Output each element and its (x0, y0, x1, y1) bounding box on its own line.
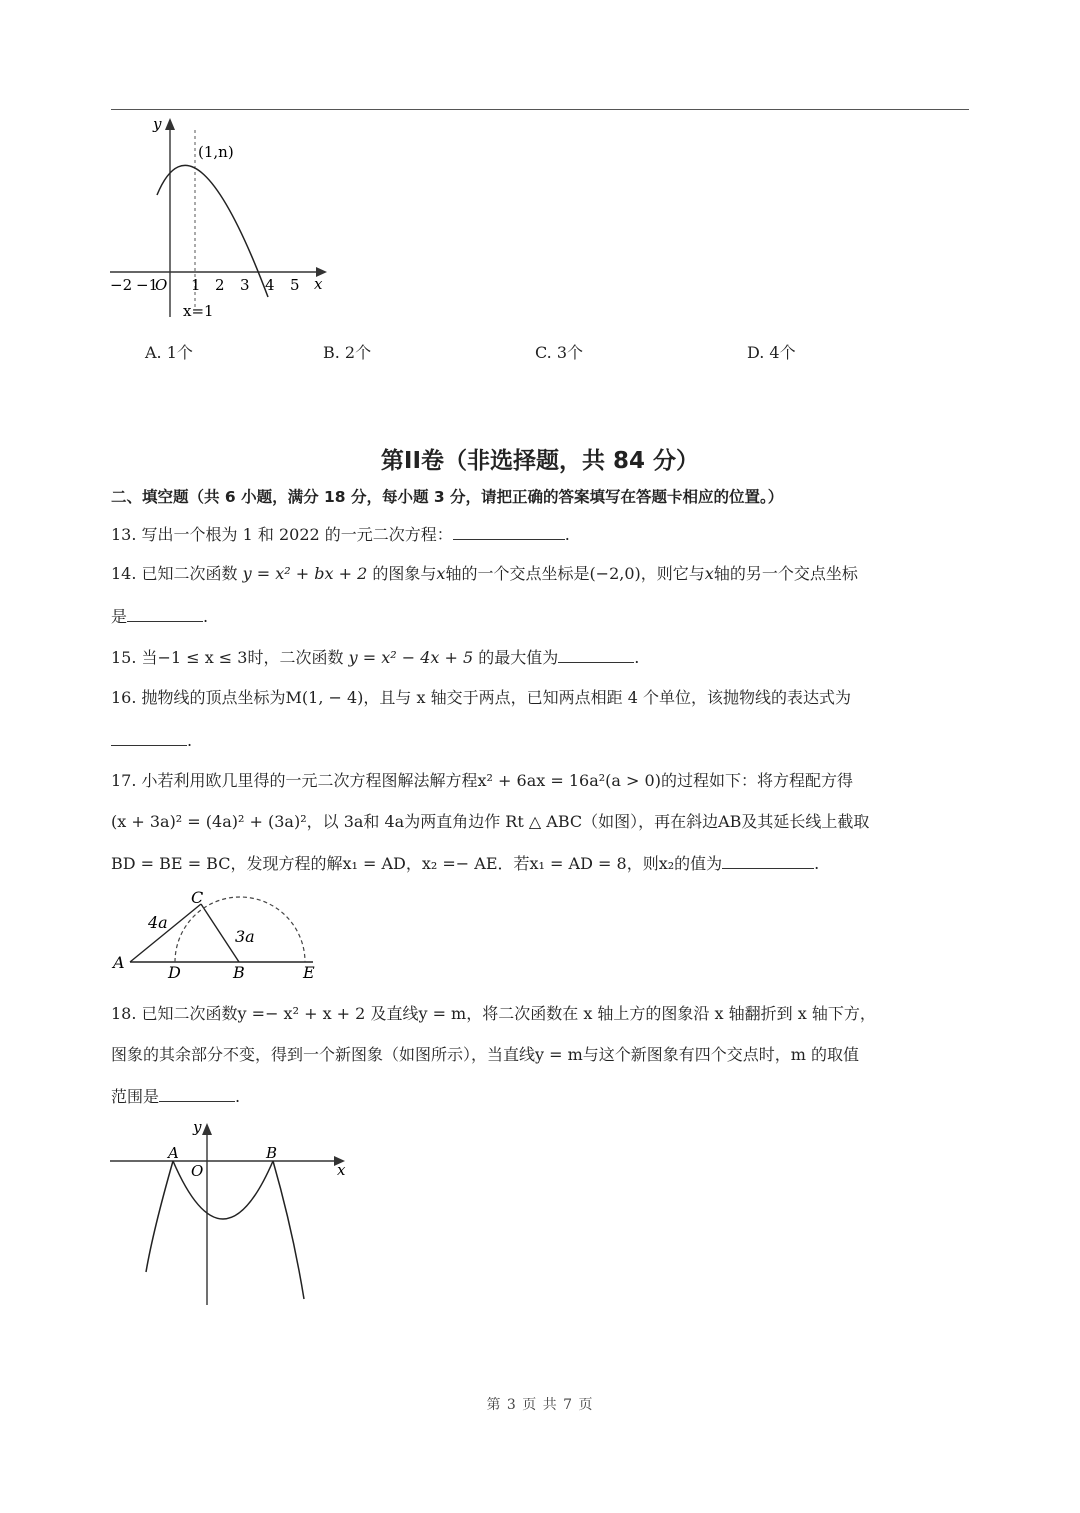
choice-b[interactable]: B. 2个 (323, 343, 372, 362)
tick-label: −2 (110, 276, 133, 294)
y-axis-label: y (153, 115, 162, 133)
point-e-label: E (303, 963, 315, 982)
point-a-label: A (113, 953, 125, 972)
period: . (235, 1087, 241, 1106)
question-18-line-3 (111, 1086, 240, 1107)
left-branch (146, 1161, 173, 1272)
answer-blank[interactable] (159, 1086, 235, 1102)
answer-blank[interactable] (722, 853, 814, 869)
question-15 (111, 647, 639, 668)
question-text: 轴的另一个交点坐标 (713, 564, 858, 583)
vertex-label: (1,n) (198, 143, 234, 161)
period: . (564, 525, 570, 544)
question-text: 13. 写出一个根为 1 和 2022 的一元二次方程： (111, 525, 453, 544)
y-axis-arrow-icon (165, 118, 175, 130)
question-text: 范围是 (111, 1087, 160, 1106)
function-expression: y = x² − 4x + 5 (348, 648, 474, 667)
question-14-line-2 (111, 606, 208, 627)
question-17-line-2: (x + 3a)² = (4a)² + (3a)²，以 3a和 4a为两直角边作 Rt △ ABC（如图），再在斜边AB及其延长线上截取 (111, 812, 870, 831)
point-b-label: B (266, 1144, 278, 1162)
y-axis-arrow-icon (202, 1123, 212, 1135)
period: . (634, 648, 640, 667)
question-18: 18. 已知二次函数y =− x² + x + 2 及直线y = m，将二次函数在 x 轴上方的图象沿 x 轴翻折到 x 轴下方， (111, 1004, 876, 1023)
origin-label: O (155, 276, 168, 294)
question-text: 轴的一个交点坐标是(−2,0)，则它与 (445, 564, 705, 583)
axis-line-label: x=1 (183, 302, 214, 320)
question-text: 的最大值为 (478, 648, 559, 667)
parabola-curve (157, 165, 268, 297)
period: . (187, 731, 193, 750)
side-cb (201, 904, 239, 962)
question-18-line-2: 图象的其余部分不变，得到一个新图象（如图所示），当直线y = m与这个新图象有四个交点时，m 的取值 (111, 1045, 860, 1064)
question-13 (111, 524, 570, 545)
question-text: BD = BE = BC，发现方程的解x₁ = AD，x₂ =− AE．若x₁ = AD = 8，则x₂的值为 (111, 854, 723, 873)
y-axis-label: y (193, 1118, 202, 1136)
folded-arc (173, 1161, 273, 1219)
variable: x (704, 564, 714, 583)
question-17: 17. 小若利用欧几里得的一元二次方程图解法解方程x² + 6ax = 16a²(a > 0)的过程如下：将方程配方得 (111, 771, 853, 790)
point-c-label: C (191, 888, 204, 907)
tick-label: 3 (240, 276, 250, 294)
x-axis-label: x (314, 275, 323, 293)
point-b-label: B (233, 963, 245, 982)
variable: x (436, 564, 446, 583)
right-branch (273, 1161, 304, 1299)
side-4a-label: 4a (148, 913, 168, 932)
point-d-label: D (168, 963, 181, 982)
page-footer: 第 3 页 共 7 页 (486, 1397, 594, 1413)
x-axis-label: x (337, 1161, 346, 1179)
question-text: 15. 当−1 ≤ x ≤ 3时，二次函数 (111, 648, 344, 667)
period: . (814, 854, 820, 873)
answer-blank[interactable] (558, 647, 634, 663)
origin-label: O (191, 1162, 204, 1180)
tick-label: −1 (136, 276, 159, 294)
section-title: 二、填空题（共 6 小题，满分 18 分，每小题 3 分，请把正确的答案填写在答题卡相应的位置。） (111, 488, 784, 506)
tick-label: 5 (290, 276, 300, 294)
question-text: 是 (111, 607, 128, 626)
question-16: 16. 抛物线的顶点坐标为M(1, − 4)，且与 x 轴交于两点，已知两点相距 4 个单位，该抛物线的表达式为 (111, 688, 851, 707)
side-3a-label: 3a (235, 927, 255, 946)
x-tick-labels (110, 276, 300, 294)
question-text: 14. 已知二次函数 (111, 564, 238, 583)
answer-blank[interactable] (111, 730, 187, 746)
folded-parabola-graph (105, 1115, 355, 1310)
parabola-graph-1 (105, 112, 340, 327)
answer-blank[interactable] (453, 524, 565, 540)
period: . (203, 607, 209, 626)
part-heading: 第II卷（非选择题，共 84 分） (380, 448, 700, 474)
point-a-label: A (168, 1144, 179, 1162)
choice-a[interactable]: A. 1个 (145, 343, 193, 362)
question-14 (111, 564, 858, 584)
top-rule (111, 109, 969, 110)
choice-d[interactable]: D. 4个 (747, 343, 796, 362)
tick-label: 1 (191, 276, 201, 294)
question-16-line-2 (111, 730, 192, 751)
function-expression: y = x² + bx + 2 (242, 564, 368, 583)
triangle-diagram (105, 884, 330, 984)
tick-label: 4 (265, 276, 275, 294)
answer-blank[interactable] (127, 606, 203, 622)
choice-c[interactable]: C. 3个 (535, 343, 584, 362)
question-17-line-3 (111, 853, 819, 874)
tick-label: 2 (215, 276, 225, 294)
question-text: 的图象与 (372, 564, 437, 583)
